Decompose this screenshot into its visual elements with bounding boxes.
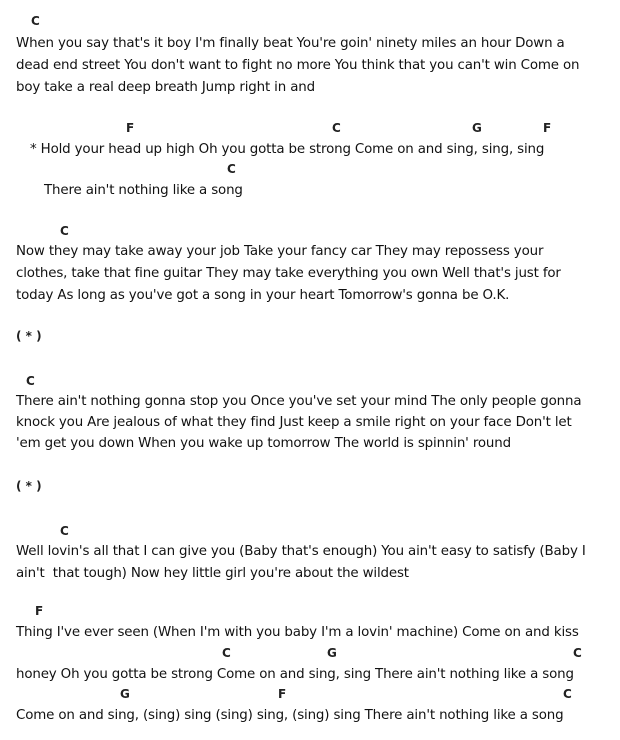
lyric-line: When you say that's it boy I'm finally beat You're goin' ninety miles an hour Down a (16, 36, 565, 51)
chord-verse3: C (26, 374, 35, 388)
chord-bridge-g: G (327, 646, 337, 660)
chord-bridge-f: F (35, 604, 44, 618)
chord-verse4: C (60, 524, 69, 538)
lyric-line: Now they may take away your job Take your fancy car They may repossess your (16, 244, 544, 259)
lyric-line: boy take a real deep breath Jump right in and (16, 80, 315, 95)
chord-bridge-c2: C (573, 646, 582, 660)
chorus-line: There ain't nothing like a song (44, 183, 243, 198)
chord-chorus-c2: C (227, 162, 236, 176)
chord-bridge-g2: G (120, 687, 130, 701)
lyric-line: clothes, take that fine guitar They may take everything you own Well that's just for (16, 266, 561, 281)
lyric-line: dead end street You don't want to fight no more You think that you can't win Come on (16, 58, 580, 73)
chord-bridge-f2: F (278, 687, 287, 701)
lyric-line: Thing I've ever seen (When I'm with you baby I'm a lovin' machine) Come on and kiss (16, 625, 579, 640)
chorus-repeat-marker: ( * ) (16, 479, 42, 493)
lyric-line: knock you Are jealous of what they find Just keep a smile right on your face Don't let (16, 415, 572, 430)
lyric-line: There ain't nothing gonna stop you Once you've set your mind The only people gonna (16, 394, 582, 409)
chord-bridge-c: C (222, 646, 231, 660)
chord-bridge-c3: C (563, 687, 572, 701)
lyric-line: Come on and sing, (sing) sing (sing) sing, (sing) sing There ain't nothing like a song (16, 708, 564, 723)
lyric-line: Well lovin's all that I can give you (Baby that's enough) You ain't easy to satisfy (Baby I (16, 544, 586, 559)
chord-chorus-g: G (472, 121, 482, 135)
chord-chorus-c: C (332, 121, 341, 135)
chord-verse1: C (31, 14, 40, 28)
lyric-line: honey Oh you gotta be strong Come on and sing, sing There ain't nothing like a song (16, 667, 574, 682)
chord-chorus-f: F (126, 121, 135, 135)
lyric-line: ain't that tough) Now hey little girl you're about the wildest (16, 566, 409, 581)
chord-chorus-f2: F (543, 121, 552, 135)
chorus-line: * Hold your head up high Oh you gotta be strong Come on and sing, sing, sing (30, 142, 545, 157)
lyric-line: 'em get you down When you wake up tomorrow The world is spinnin' round (16, 436, 511, 451)
lyric-line: today As long as you've got a song in your heart Tomorrow's gonna be O.K. (16, 288, 510, 303)
chorus-repeat-marker: ( * ) (16, 329, 42, 343)
chord-verse2: C (60, 224, 69, 238)
